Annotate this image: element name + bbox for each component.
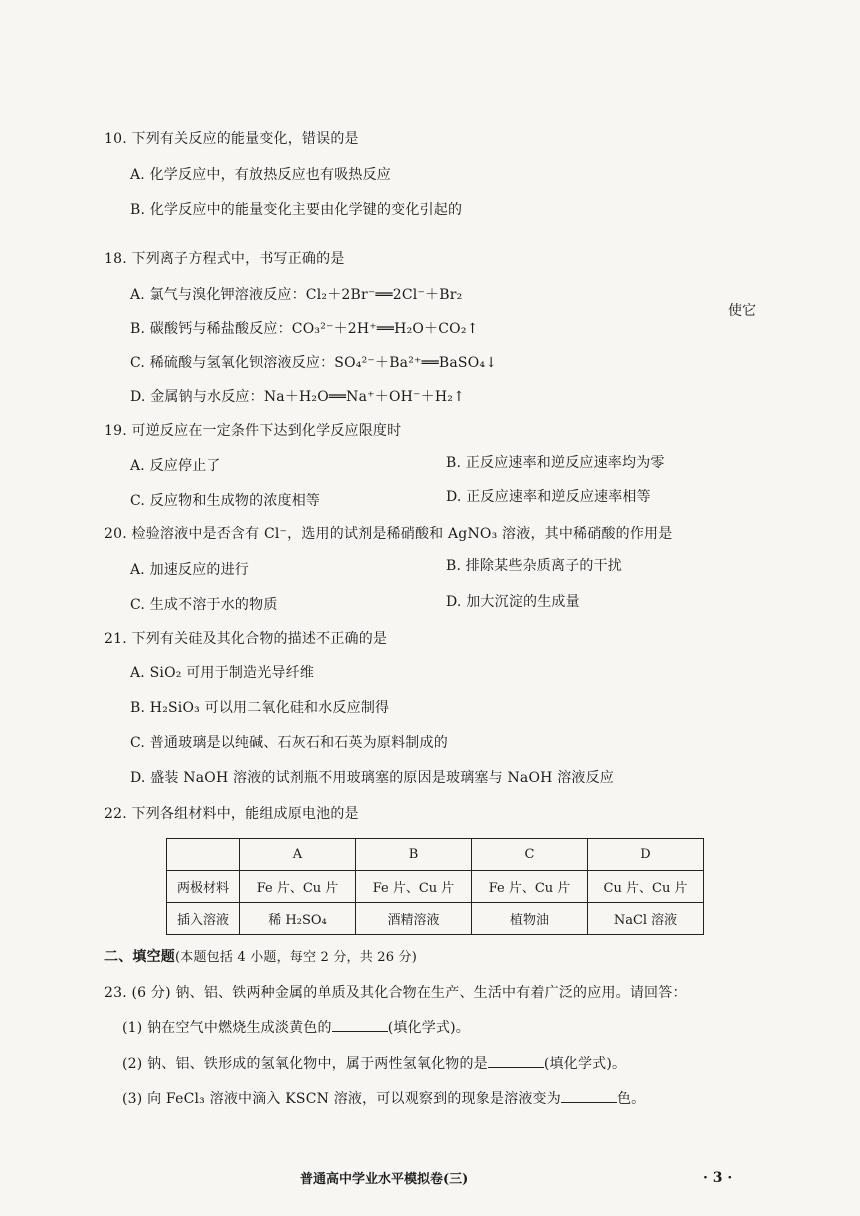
question-21-option-a: A. SiO₂ 可用于制造光导纤维 (130, 665, 315, 681)
table-cell: Fe 片、Cu 片 (240, 871, 356, 903)
question-21-option-c: C. 普通玻璃是以纯碱、石灰石和石英为原料制成的 (130, 735, 448, 751)
exam-footer-title: 普通高中学业水平模拟卷(三) (300, 1172, 469, 1187)
question-23-part-3 (122, 1088, 645, 1108)
part-1-suffix: (填化学式)。 (387, 1020, 471, 1036)
question-21-option-d: D. 盛装 NaOH 溶液的试剂瓶不用玻璃塞的原因是玻璃塞与 NaOH 溶液反应 (130, 770, 614, 786)
question-18-option-c: C. 稀硫酸与氢氧化钡溶液反应：SO₄²⁻＋Ba²⁺══BaSO₄↓ (130, 355, 498, 371)
section-2-instructions: (本题包括 4 小题，每空 2 分，共 26 分) (175, 950, 418, 965)
table-header-cell: C (472, 839, 588, 871)
question-20-option-b: B. 排除某些杂质离子的干扰 (446, 558, 622, 574)
table-header-cell: A (240, 839, 356, 871)
question-23-stem: 23. (6 分) 钠、铝、铁两种金属的单质及其化合物在生产、生活中有着广泛的应用。请回答： (104, 985, 687, 1001)
question-18-option-d: D. 金属钠与水反应：Na＋H₂O══Na⁺＋OH⁻＋H₂↑ (130, 389, 465, 405)
part-2-text: (2) 钠、铝、铁形成的氢氧化物中，属于两性氢氧化物的是 (122, 1056, 488, 1072)
question-20-option-d: D. 加大沉淀的生成量 (446, 594, 580, 610)
battery-materials-table (166, 838, 704, 935)
question-20-stem: 20. 检验溶液中是否含有 Cl⁻，选用的试剂是稀硝酸和 AgNO₃ 溶液，其中稀硝酸的作用是 (104, 526, 673, 542)
answer-blank-3[interactable] (561, 1090, 617, 1103)
question-21-stem: 21. 下列有关硅及其化合物的描述不正确的是 (104, 631, 388, 647)
question-18-stem: 18. 下列离子方程式中，书写正确的是 (104, 251, 345, 267)
question-21-option-b: B. H₂SiO₃ 可以用二氧化硅和水反应制得 (130, 700, 390, 716)
table-row (167, 903, 704, 935)
table-header-cell (167, 839, 240, 871)
table-cell: Cu 片、Cu 片 (588, 871, 704, 903)
question-10-option-b: B. 化学反应中的能量变化主要由化学键的变化引起的 (130, 202, 463, 218)
section-2-heading (104, 946, 417, 966)
question-20-option-c: C. 生成不溶于水的物质 (130, 597, 278, 613)
question-23-part-2 (122, 1053, 626, 1073)
question-19-option-d: D. 正反应速率和逆反应速率相等 (446, 489, 651, 505)
side-note: 使它 (728, 303, 756, 319)
table-cell: Fe 片、Cu 片 (472, 871, 588, 903)
part-1-text: (1) 钠在空气中燃烧生成淡黄色的 (122, 1020, 332, 1036)
question-18-option-b: B. 碳酸钙与稀盐酸反应：CO₃²⁻＋2H⁺══H₂O＋CO₂↑ (130, 321, 479, 337)
part-2-suffix: (填化学式)。 (543, 1056, 627, 1072)
question-22-stem: 22. 下列各组材料中，能组成原电池的是 (104, 806, 359, 822)
table-cell: 稀 H₂SO₄ (240, 903, 356, 935)
table-cell: 植物油 (472, 903, 588, 935)
table-cell: 两极材料 (167, 871, 240, 903)
answer-blank-1[interactable] (332, 1019, 388, 1032)
table-cell: NaCl 溶液 (588, 903, 704, 935)
table-cell: 插入溶液 (167, 903, 240, 935)
question-10-stem: 10. 下列有关反应的能量变化，错误的是 (104, 131, 359, 147)
question-19-option-c: C. 反应物和生成物的浓度相等 (130, 493, 321, 509)
page-number: · 3 · (703, 1170, 733, 1186)
table-header-row (167, 839, 704, 871)
table-cell: Fe 片、Cu 片 (356, 871, 472, 903)
question-19-option-b: B. 正反应速率和逆反应速率均为零 (446, 455, 665, 471)
question-18-option-a: A. 氯气与溴化钾溶液反应：Cl₂＋2Br⁻══2Cl⁻＋Br₂ (130, 287, 463, 303)
answer-blank-2[interactable] (488, 1055, 544, 1068)
table-cell: 酒精溶液 (356, 903, 472, 935)
question-20-option-a: A. 加速反应的进行 (130, 562, 250, 578)
table-header-cell: D (588, 839, 704, 871)
table-row (167, 871, 704, 903)
section-2-title: 二、填空题 (104, 949, 175, 965)
question-10-option-a: A. 化学反应中，有放热反应也有吸热反应 (130, 167, 392, 183)
question-19-stem: 19. 可逆反应在一定条件下达到化学反应限度时 (104, 423, 402, 439)
table-header-cell: B (356, 839, 472, 871)
part-3-suffix: 色。 (616, 1091, 646, 1107)
question-23-part-1 (122, 1017, 470, 1037)
question-19-option-a: A. 反应停止了 (130, 458, 221, 474)
part-3-text: (3) 向 FeCl₃ 溶液中滴入 KSCN 溶液，可以观察到的现象是溶液变为 (122, 1091, 561, 1107)
